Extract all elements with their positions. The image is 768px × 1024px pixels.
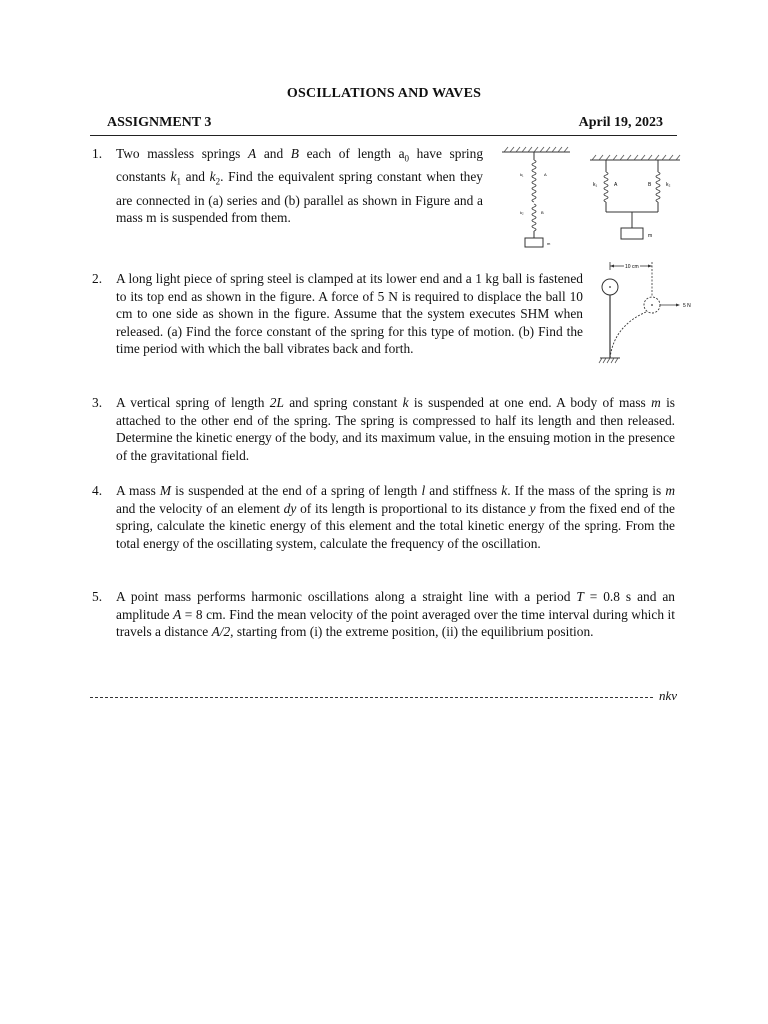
question-text: A point mass performs harmonic oscillations along a straight line with a period T = 0.8 s and an amplitude A = 8 cm. Find the mean velocity of the point averaged over the time interval during which it travels a distance A/2, starting from (i) the extreme position, (ii) the equilibrium position. [116,589,675,640]
label-b: B [541,210,544,215]
label-m: m [547,241,551,246]
question-text: A vertical spring of length 2L and spring constant k is suspended at one end. A body of mass m is attached to the other end of the spring. The spring is compressed to half its length and then released. Determine the kinetic energy of the body, and its maximum value, in the ensuing motion in the presence of the gravitational field. [116,395,675,463]
question-5 [92,588,675,641]
label-k1: k₁ [593,182,598,188]
parallel-springs-figure [588,152,684,244]
distance-label: 10 cm [625,264,639,270]
footer-signature: nkv [658,688,677,703]
question-1 [92,145,484,227]
question-number: 2. [92,271,103,286]
assignment-label: ASSIGNMENT 3 [107,115,212,130]
force-label: 5 N [683,303,691,309]
footer [90,688,677,704]
question-text: Two massless springs A and B each of length $a_0$ have spring constants $k_1$ and $k_2$. Find the equivalent spring constant when they are connected in (a) series and (b) parallel as shown in Figure and a mass m is suspended from them. [116,146,484,226]
series-springs-figure [498,146,580,252]
question-3 [92,394,675,464]
label-b: B [648,182,652,188]
document-title: OSCILLATIONS AND WAVES [286,86,482,101]
question-2 [92,270,583,358]
question-4 [92,482,675,552]
question-number: 5. [92,589,103,604]
label-k2: k₂ [520,210,524,215]
question-number: 3. [92,395,103,410]
label-a: A [614,182,618,188]
spring-steel-figure [596,256,700,364]
label-k2: k₂ [666,182,671,188]
assignment-date: April 19, 2023 [578,115,663,130]
header-rule [90,135,677,136]
label-k1: k₁ [520,172,524,177]
question-text: A long light piece of spring steel is clamped at its lower end and a 1 kg ball is fastened to its top end as shown in the figure. A force of 5 N is required to displace the ball 10 cm to one side as shown in the figure. Assume that the system executes SHM when released. (a) Find the force constant of the spring for this type of motion. (b) Find the time period with which the ball vibrates back and forth. [116,271,583,357]
question-number: 1. [92,146,103,161]
footer-dashed-line [90,697,653,698]
question-text: A mass M is suspended at the end of a spring of length l and stiffness k. If the mass of the spring is m and the velocity of an element dy of its length is proportional to its distance y from the fixed end of the spring, calculate the kinetic energy of this element and the total kinetic energy of the spring. From the total energy of the oscillating system, calculate the frequency of the oscillation. [116,483,675,551]
question-number: 4. [92,483,103,498]
label-a: A [544,172,547,177]
label-m: m [648,233,653,239]
